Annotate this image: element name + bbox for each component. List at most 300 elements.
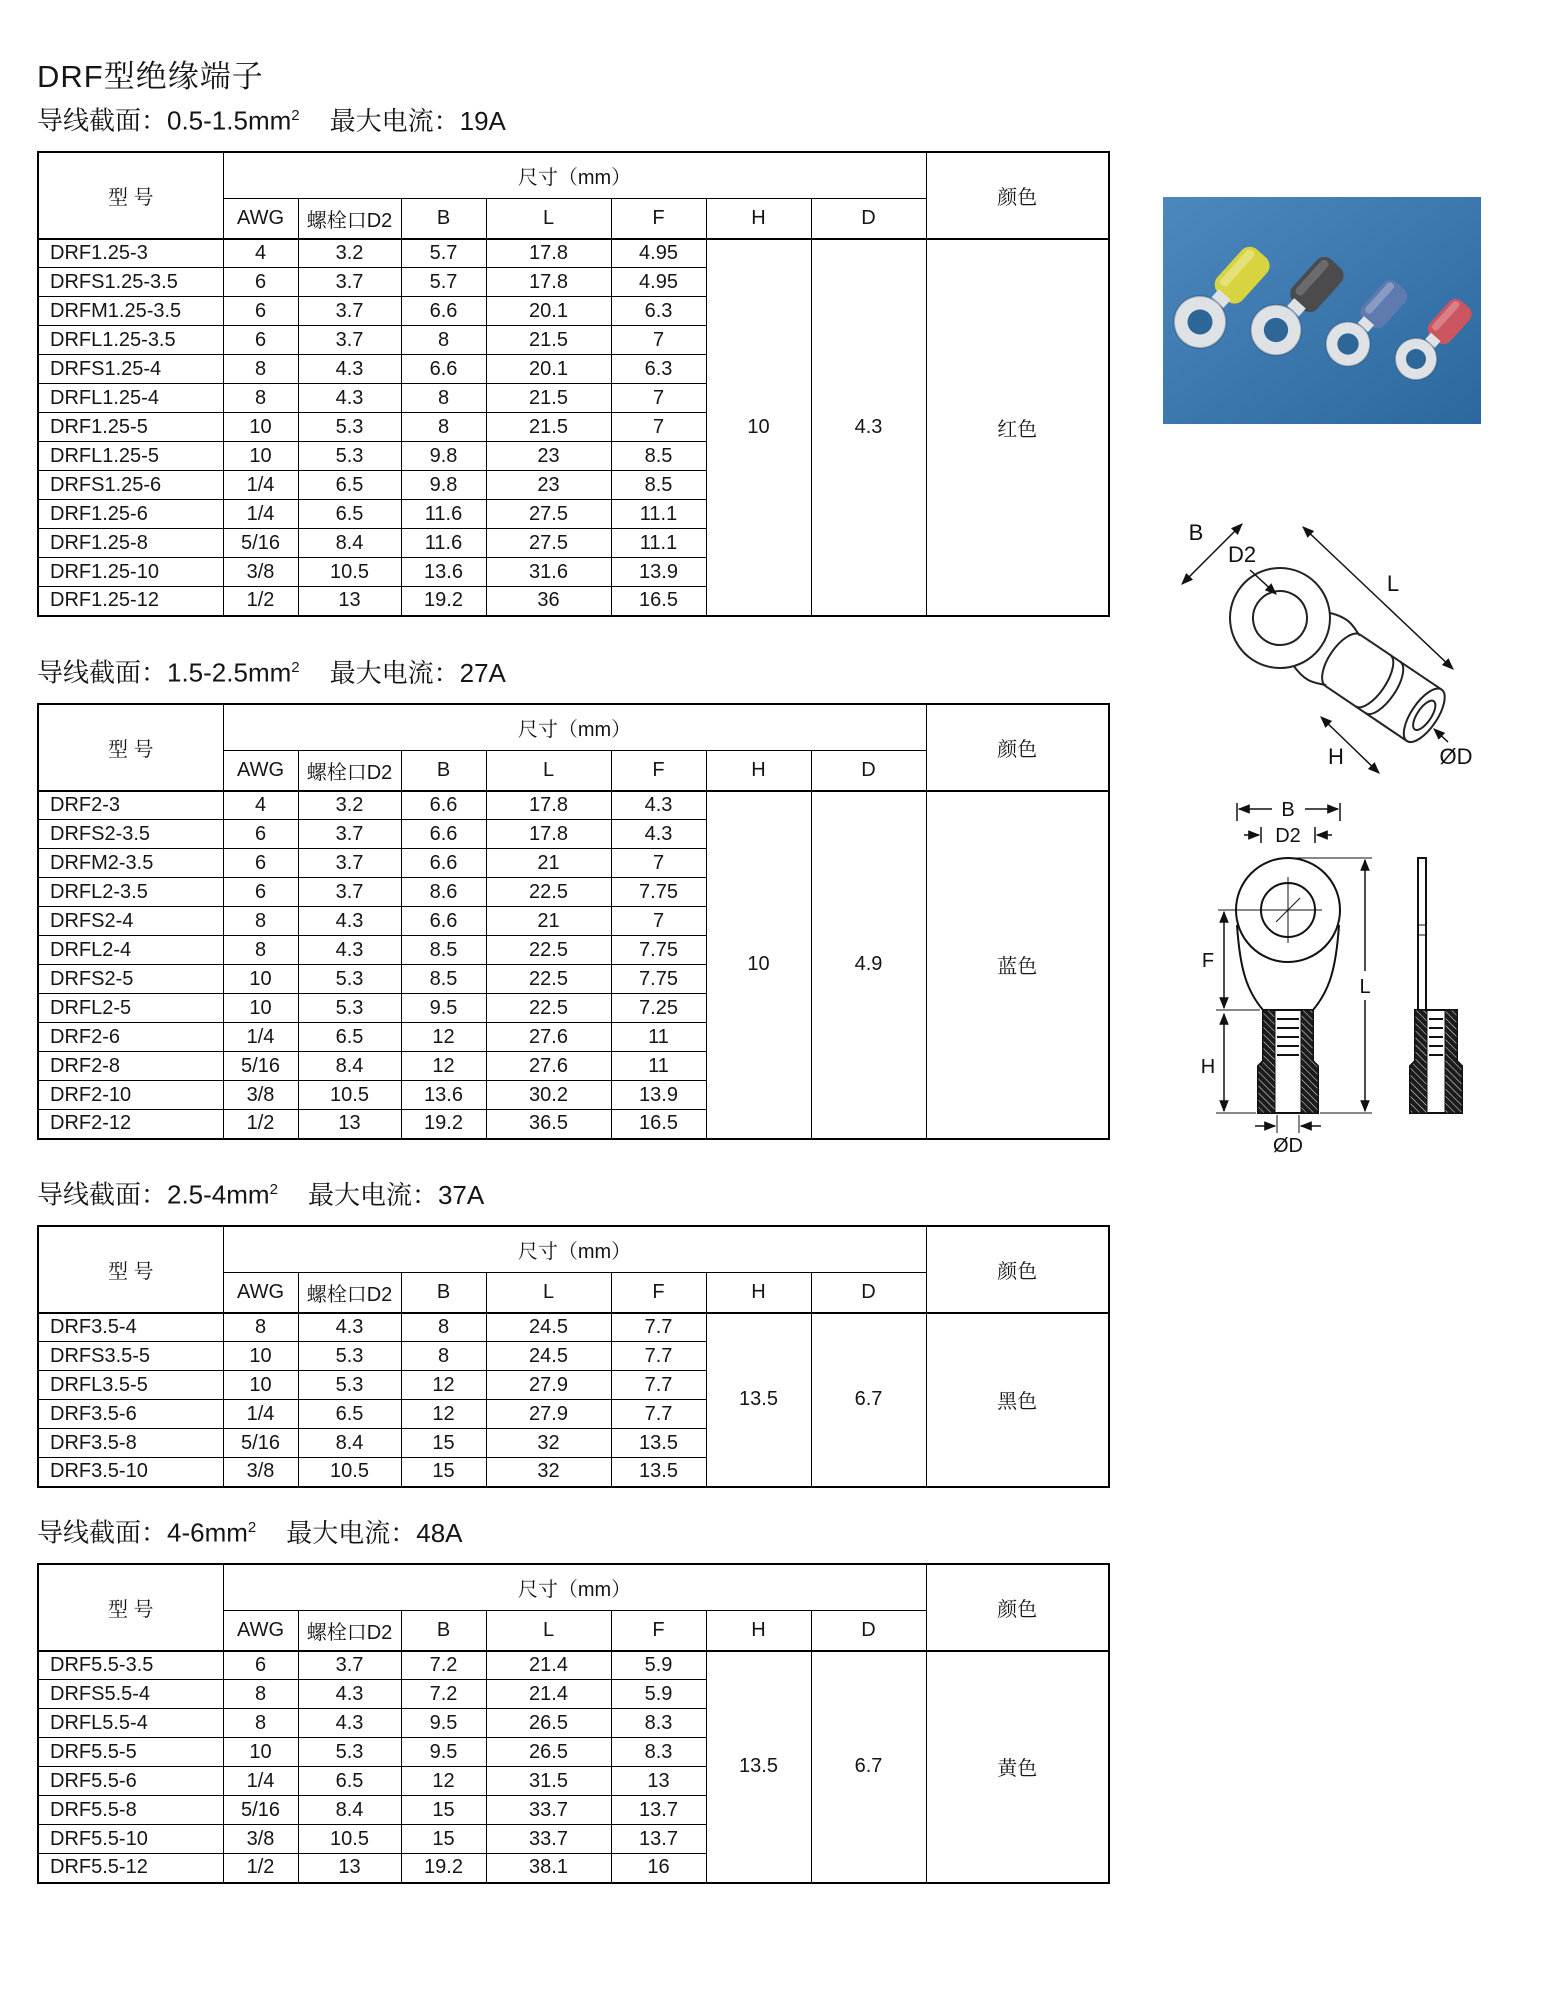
cell-awg: 5/16 [223, 1796, 298, 1825]
col-header-h: H [706, 1611, 811, 1651]
cell-awg: 1/4 [223, 471, 298, 500]
cell-b: 8.5 [401, 965, 486, 994]
cell-l: 22.5 [486, 965, 611, 994]
cell-d2: 8.4 [298, 1429, 401, 1458]
superscript: 2 [247, 1519, 257, 1536]
cell-awg: 6 [223, 849, 298, 878]
cell-l: 33.7 [486, 1825, 611, 1854]
cell-d2: 10.5 [298, 1825, 401, 1854]
cell-b: 19.2 [401, 587, 486, 616]
max-current: 最大电流：27A [329, 657, 506, 688]
cell-d2: 4.3 [298, 907, 401, 936]
cell-b: 6.6 [401, 355, 486, 384]
cell-awg: 4 [223, 791, 298, 820]
wire-range: 导线截面：2.5-4mm [37, 1179, 270, 1210]
cell-model: DRFM2-3.5 [38, 849, 223, 878]
cell-b: 8 [401, 326, 486, 355]
cell-model: DRF1.25-3 [38, 239, 223, 268]
cell-awg: 1/2 [223, 1110, 298, 1139]
cell-awg: 3/8 [223, 558, 298, 587]
cell-awg: 1/2 [223, 1854, 298, 1883]
cell-f: 11.1 [611, 529, 706, 558]
cell-f: 7.75 [611, 965, 706, 994]
section-3 [37, 1172, 1108, 1488]
cell-model: DRF1.25-5 [38, 413, 223, 442]
cell-model: DRFS1.25-4 [38, 355, 223, 384]
table-row [38, 239, 1109, 268]
cell-b: 15 [401, 1796, 486, 1825]
cell-d2: 8.4 [298, 529, 401, 558]
cell-model: DRFL2-4 [38, 936, 223, 965]
max-current: 最大电流：48A [286, 1517, 463, 1548]
cell-l: 20.1 [486, 297, 611, 326]
col-header-l: L [486, 199, 611, 239]
col-header-dimensions: 尺寸（mm） [223, 152, 926, 199]
col-header-d2: 螺栓口D2 [298, 751, 401, 791]
cell-f: 4.95 [611, 239, 706, 268]
cell-awg: 10 [223, 965, 298, 994]
cell-f: 7 [611, 907, 706, 936]
cell-model: DRFS1.25-6 [38, 471, 223, 500]
cell-f: 6.3 [611, 355, 706, 384]
cell-awg: 5/16 [223, 529, 298, 558]
cell-model: DRFL1.25-5 [38, 442, 223, 471]
cell-f: 16 [611, 1854, 706, 1883]
col-header-d: D [811, 1611, 926, 1651]
cell-awg: 1/4 [223, 1400, 298, 1429]
cell-d2: 3.7 [298, 820, 401, 849]
product-photo [1163, 197, 1481, 429]
cell-f: 13.7 [611, 1825, 706, 1854]
col-header-d2: 螺栓口D2 [298, 199, 401, 239]
cell-b: 12 [401, 1371, 486, 1400]
section-subtitle [37, 1172, 1108, 1213]
cell-l: 22.5 [486, 936, 611, 965]
cell-b: 9.5 [401, 1709, 486, 1738]
cell-d2: 3.7 [298, 1651, 401, 1680]
cell-d2: 5.3 [298, 442, 401, 471]
cell-f: 8.3 [611, 1709, 706, 1738]
cell-b: 6.6 [401, 297, 486, 326]
col-header-model: 型 号 [38, 704, 223, 791]
cell-awg: 5/16 [223, 1052, 298, 1081]
cell-l: 24.5 [486, 1342, 611, 1371]
cell-d2: 13 [298, 587, 401, 616]
cell-awg: 1/2 [223, 587, 298, 616]
cell-f: 8.3 [611, 1738, 706, 1767]
cell-d2: 5.3 [298, 965, 401, 994]
cell-d: 6.7 [811, 1313, 926, 1487]
cell-b: 7.2 [401, 1680, 486, 1709]
cell-color: 黑色 [926, 1313, 1109, 1487]
cell-f: 7 [611, 413, 706, 442]
cell-model: DRF2-12 [38, 1110, 223, 1139]
superscript: 2 [291, 107, 300, 124]
col-header-b: B [401, 1611, 486, 1651]
cell-model: DRF5.5-12 [38, 1854, 223, 1883]
cell-l: 36 [486, 587, 611, 616]
cell-awg: 6 [223, 878, 298, 907]
cell-b: 8 [401, 1342, 486, 1371]
cell-d2: 10.5 [298, 1458, 401, 1487]
cell-f: 13.5 [611, 1458, 706, 1487]
cell-d2: 13 [298, 1854, 401, 1883]
front-sleeve [1258, 1010, 1318, 1113]
cell-l: 24.5 [486, 1313, 611, 1342]
cell-b: 12 [401, 1052, 486, 1081]
cell-model: DRF2-3 [38, 791, 223, 820]
cell-f: 16.5 [611, 1110, 706, 1139]
col-header-f: F [611, 751, 706, 791]
cell-awg: 8 [223, 1680, 298, 1709]
cell-b: 15 [401, 1429, 486, 1458]
cell-model: DRFM1.25-3.5 [38, 297, 223, 326]
col-header-model: 型 号 [38, 1564, 223, 1651]
cell-l: 21.4 [486, 1680, 611, 1709]
col-header-l: L [486, 1611, 611, 1651]
table-row [38, 1313, 1109, 1342]
cell-l: 17.8 [486, 791, 611, 820]
col-header-l: L [486, 1273, 611, 1313]
cell-b: 12 [401, 1767, 486, 1796]
cell-d2: 3.7 [298, 297, 401, 326]
col-header-l: L [486, 751, 611, 791]
cell-d2: 5.3 [298, 413, 401, 442]
col-header-color: 颜色 [926, 704, 1109, 791]
max-current: 最大电流：37A [307, 1179, 485, 1210]
col-header-f: F [611, 199, 706, 239]
dim-label-d2: D2 [1227, 542, 1257, 567]
cell-awg: 10 [223, 994, 298, 1023]
cell-l: 21 [486, 849, 611, 878]
col-header-h: H [706, 1273, 811, 1313]
cell-b: 12 [401, 1400, 486, 1429]
spec-table-4 [37, 1563, 1110, 1884]
cell-b: 7.2 [401, 1651, 486, 1680]
spec-table-1 [37, 151, 1110, 617]
cell-awg: 6 [223, 297, 298, 326]
cell-model: DRF5.5-8 [38, 1796, 223, 1825]
cell-awg: 10 [223, 413, 298, 442]
section-4 [37, 1510, 1108, 1884]
col-header-awg: AWG [223, 751, 298, 791]
cell-awg: 10 [223, 1738, 298, 1767]
cell-d2: 6.5 [298, 500, 401, 529]
cell-b: 11.6 [401, 500, 486, 529]
cell-model: DRF2-6 [38, 1023, 223, 1052]
col-header-dimensions: 尺寸（mm） [223, 704, 926, 751]
cell-d2: 4.3 [298, 936, 401, 965]
front-side-drawing [1180, 795, 1480, 1165]
cell-f: 7.75 [611, 878, 706, 907]
cell-b: 9.5 [401, 994, 486, 1023]
cell-model: DRFL5.5-4 [38, 1709, 223, 1738]
cell-awg: 8 [223, 936, 298, 965]
cell-h: 13.5 [706, 1313, 811, 1487]
cell-model: DRF5.5-10 [38, 1825, 223, 1854]
cell-model: DRF1.25-8 [38, 529, 223, 558]
cell-f: 7 [611, 849, 706, 878]
cell-awg: 10 [223, 442, 298, 471]
cell-model: DRF3.5-6 [38, 1400, 223, 1429]
dim-od [1434, 729, 1448, 742]
cell-f: 13 [611, 1767, 706, 1796]
cell-d2: 6.5 [298, 1023, 401, 1052]
cell-l: 36.5 [486, 1110, 611, 1139]
col-header-h: H [706, 199, 811, 239]
cell-f: 4.3 [611, 791, 706, 820]
cell-l: 31.5 [486, 1767, 611, 1796]
cell-f: 7.7 [611, 1400, 706, 1429]
dimension-diagram-perspective [1150, 488, 1510, 823]
cell-l: 21.5 [486, 384, 611, 413]
col-header-d2: 螺栓口D2 [298, 1611, 401, 1651]
cell-l: 27.6 [486, 1052, 611, 1081]
cell-b: 9.8 [401, 442, 486, 471]
cell-l: 22.5 [486, 994, 611, 1023]
cell-d2: 3.7 [298, 268, 401, 297]
cell-b: 11.6 [401, 529, 486, 558]
cell-l: 21.5 [486, 326, 611, 355]
cell-awg: 8 [223, 1313, 298, 1342]
cell-awg: 4 [223, 239, 298, 268]
col-header-model: 型 号 [38, 152, 223, 239]
cell-awg: 6 [223, 1651, 298, 1680]
cell-b: 8 [401, 413, 486, 442]
cell-b: 6.6 [401, 907, 486, 936]
cell-color: 红色 [926, 239, 1109, 616]
cell-f: 5.9 [611, 1651, 706, 1680]
table-row [38, 791, 1109, 820]
cell-f: 11.1 [611, 500, 706, 529]
cell-b: 5.7 [401, 239, 486, 268]
cell-awg: 6 [223, 268, 298, 297]
dim-h [1216, 1014, 1256, 1113]
cell-model: DRF1.25-10 [38, 558, 223, 587]
wire-range: 导线截面：4-6mm [37, 1517, 248, 1548]
cell-h: 13.5 [706, 1651, 811, 1883]
dim-label-d2: D2 [1275, 825, 1301, 847]
cell-b: 15 [401, 1458, 486, 1487]
cell-awg: 1/4 [223, 1023, 298, 1052]
cell-model: DRF5.5-5 [38, 1738, 223, 1767]
col-header-model: 型 号 [38, 1226, 223, 1313]
cell-l: 33.7 [486, 1796, 611, 1825]
section-subtitle [37, 98, 1108, 139]
cell-d2: 3.7 [298, 849, 401, 878]
cell-l: 22.5 [486, 878, 611, 907]
cell-awg: 8 [223, 355, 298, 384]
section-subtitle [37, 1510, 1108, 1551]
cell-b: 15 [401, 1825, 486, 1854]
cell-f: 11 [611, 1052, 706, 1081]
cell-l: 21 [486, 907, 611, 936]
cell-d: 4.3 [811, 239, 926, 616]
cell-l: 30.2 [486, 1081, 611, 1110]
dim-label-l: L [1359, 976, 1371, 998]
max-current: 最大电流：19A [329, 105, 506, 136]
dim-od [1255, 1115, 1321, 1133]
spec-table-3 [37, 1225, 1110, 1488]
cell-f: 7.7 [611, 1371, 706, 1400]
cell-b: 8.6 [401, 878, 486, 907]
cell-l: 26.5 [486, 1738, 611, 1767]
cell-l: 31.6 [486, 558, 611, 587]
cell-model: DRFS3.5-5 [38, 1342, 223, 1371]
dimension-diagram-front-side [1180, 795, 1480, 1170]
cell-model: DRFL1.25-4 [38, 384, 223, 413]
cell-l: 32 [486, 1429, 611, 1458]
cell-f: 13.7 [611, 1796, 706, 1825]
cell-l: 17.8 [486, 239, 611, 268]
cell-d2: 3.2 [298, 791, 401, 820]
cell-color: 黄色 [926, 1651, 1109, 1883]
cell-d2: 6.5 [298, 1400, 401, 1429]
col-header-f: F [611, 1611, 706, 1651]
cell-model: DRFL2-5 [38, 994, 223, 1023]
cell-b: 6.6 [401, 849, 486, 878]
section-2 [37, 650, 1108, 1140]
cell-f: 4.95 [611, 268, 706, 297]
cell-l: 23 [486, 471, 611, 500]
cell-f: 13.9 [611, 558, 706, 587]
col-header-b: B [401, 1273, 486, 1313]
cell-model: DRFS2-4 [38, 907, 223, 936]
col-header-color: 颜色 [926, 152, 1109, 239]
cell-b: 19.2 [401, 1854, 486, 1883]
dim-label-od: ØD [1439, 744, 1473, 769]
dim-label-b: B [1188, 520, 1204, 545]
cell-b: 8.5 [401, 936, 486, 965]
cell-model: DRF1.25-12 [38, 587, 223, 616]
cell-d2: 3.2 [298, 239, 401, 268]
cell-model: DRF3.5-4 [38, 1313, 223, 1342]
cell-awg: 1/4 [223, 1767, 298, 1796]
cell-l: 17.8 [486, 820, 611, 849]
cell-model: DRF1.25-6 [38, 500, 223, 529]
col-header-dimensions: 尺寸（mm） [223, 1226, 926, 1273]
cell-model: DRFS5.5-4 [38, 1680, 223, 1709]
cell-l: 21.4 [486, 1651, 611, 1680]
cell-d: 6.7 [811, 1651, 926, 1883]
cell-awg: 6 [223, 326, 298, 355]
dim-label-f: F [1201, 950, 1215, 972]
wire-range: 导线截面：1.5-2.5mm [37, 657, 292, 688]
cell-l: 27.9 [486, 1371, 611, 1400]
cell-l: 38.1 [486, 1854, 611, 1883]
cell-d2: 4.3 [298, 1680, 401, 1709]
cell-d: 4.9 [811, 791, 926, 1139]
cell-f: 13.5 [611, 1429, 706, 1458]
cell-awg: 8 [223, 907, 298, 936]
cell-f: 7 [611, 384, 706, 413]
cell-b: 13.6 [401, 1081, 486, 1110]
cell-color: 蓝色 [926, 791, 1109, 1139]
cell-b: 6.6 [401, 820, 486, 849]
cell-model: DRFL1.25-3.5 [38, 326, 223, 355]
col-header-d: D [811, 1273, 926, 1313]
cell-d2: 5.3 [298, 1342, 401, 1371]
cell-b: 9.5 [401, 1738, 486, 1767]
col-header-color: 颜色 [926, 1564, 1109, 1651]
col-header-f: F [611, 1273, 706, 1313]
cell-awg: 1/4 [223, 500, 298, 529]
cell-d2: 3.7 [298, 326, 401, 355]
col-header-b: B [401, 751, 486, 791]
cell-d2: 4.3 [298, 1313, 401, 1342]
cell-f: 7 [611, 326, 706, 355]
cell-l: 27.9 [486, 1400, 611, 1429]
cell-f: 6.3 [611, 297, 706, 326]
cell-model: DRFL2-3.5 [38, 878, 223, 907]
cell-l: 27.5 [486, 529, 611, 558]
cell-f: 16.5 [611, 587, 706, 616]
col-header-d: D [811, 751, 926, 791]
cell-model: DRF5.5-6 [38, 1767, 223, 1796]
cell-f: 7.25 [611, 994, 706, 1023]
cell-f: 4.3 [611, 820, 706, 849]
cell-l: 17.8 [486, 268, 611, 297]
cell-l: 26.5 [486, 1709, 611, 1738]
crosshair [1218, 877, 1322, 943]
cell-b: 13.6 [401, 558, 486, 587]
cell-d2: 6.5 [298, 471, 401, 500]
side-view [1410, 858, 1462, 1113]
cell-f: 8.5 [611, 471, 706, 500]
cell-d2: 8.4 [298, 1052, 401, 1081]
col-header-awg: AWG [223, 199, 298, 239]
dim-label-h: H [1328, 744, 1344, 769]
cell-b: 5.7 [401, 268, 486, 297]
dim-label-l: L [1386, 571, 1400, 596]
col-header-b: B [401, 199, 486, 239]
cell-d2: 5.3 [298, 994, 401, 1023]
col-header-h: H [706, 751, 811, 791]
cell-model: DRF3.5-10 [38, 1458, 223, 1487]
cell-model: DRF5.5-3.5 [38, 1651, 223, 1680]
cell-d2: 5.3 [298, 1371, 401, 1400]
page-title: DRF型绝缘端子 [37, 58, 264, 94]
col-header-dimensions: 尺寸（mm） [223, 1564, 926, 1611]
cell-b: 8 [401, 1313, 486, 1342]
product-photo-image [1163, 197, 1481, 424]
cell-d2: 6.5 [298, 1767, 401, 1796]
cell-model: DRF3.5-8 [38, 1429, 223, 1458]
col-header-d: D [811, 199, 926, 239]
cell-awg: 6 [223, 820, 298, 849]
cell-model: DRF2-8 [38, 1052, 223, 1081]
cell-model: DRFS2-3.5 [38, 820, 223, 849]
cell-f: 7.7 [611, 1342, 706, 1371]
col-header-awg: AWG [223, 1611, 298, 1651]
cell-awg: 10 [223, 1371, 298, 1400]
cell-h: 10 [706, 239, 811, 616]
dim-label-od: ØD [1273, 1135, 1303, 1157]
section-subtitle [37, 650, 1108, 691]
cell-d2: 4.3 [298, 384, 401, 413]
section-1 [37, 98, 1108, 617]
cell-l: 32 [486, 1458, 611, 1487]
perspective-drawing [1150, 488, 1510, 818]
spec-table-2 [37, 703, 1110, 1140]
cell-f: 5.9 [611, 1680, 706, 1709]
cell-b: 6.6 [401, 791, 486, 820]
cell-b: 9.8 [401, 471, 486, 500]
cell-awg: 10 [223, 1342, 298, 1371]
cell-awg: 3/8 [223, 1825, 298, 1854]
cell-l: 27.5 [486, 500, 611, 529]
cell-d2: 4.3 [298, 355, 401, 384]
